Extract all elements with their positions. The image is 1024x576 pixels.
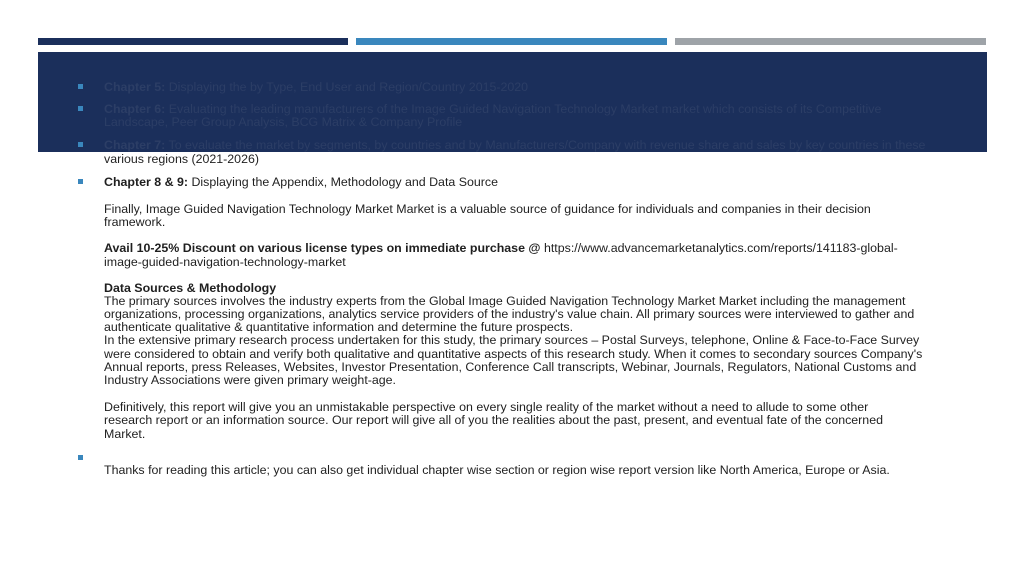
bullet-marker [78, 106, 83, 111]
methodology-heading-text: Data Sources & Methodology [104, 281, 277, 295]
chapter-label: Chapter 7: [104, 138, 166, 152]
chapter-text: Evaluating the leading manufacturers of the Image Guided Navigation Technology Market market which consists of its Competitive [168, 102, 882, 116]
finally-paragraph-line: framework. [104, 215, 166, 229]
discount-label: Avail 10-25% Discount on various license types on immediate purchase @ [104, 241, 541, 255]
methodology-line: Annual reports, press Releases, Websites, Investor Presentation, Conference Call transcripts, Webinar, Journals, Regulators, National Customs and [104, 360, 917, 374]
definitively-paragraph-line: Market. [104, 427, 146, 441]
chapter-label: Chapter 8 & 9: [104, 175, 188, 189]
report-link[interactable]: https://www.advancemarketanalytics.com/reports/141183-global- [543, 241, 898, 255]
methodology-line: were considered to obtain and verify both qualitative and quantitative aspects of this research study. When it comes to secondary sources Company's [104, 347, 923, 361]
thanks-line: Thanks for reading this article; you can also get individual chapter wise section or region wise report version like North America, Europe or Asia. [104, 463, 890, 477]
methodology-line: In the extensive primary research process undertaken for this study, the primary sources – Postal Surveys, telephone, Online & Face-to-Face Survey [104, 333, 920, 347]
chapter-5-item [104, 81, 954, 94]
bullet-marker [78, 142, 83, 147]
chapter-8-9-item [104, 176, 954, 189]
chapter-7-continuation: various regions (2021-2026) [104, 152, 259, 166]
chapter-7-item [104, 139, 954, 152]
finally-paragraph-line: Finally, Image Guided Navigation Technology Market Market is a valuable source of guidance for individuals and companies in their decision [104, 202, 871, 216]
chapter-text: Displaying the Appendix, Methodology and Data Source [191, 175, 498, 189]
methodology-line: The primary sources involves the industry experts from the Global Image Guided Navigation Technology Market Market including the management [104, 294, 906, 308]
chapter-label: Chapter 5: [104, 80, 166, 94]
chapter-6-continuation: Landscape, Peer Group Analysis, BCG Matrix & Company Profile [104, 115, 463, 129]
methodology-line: authenticate qualitative & quantitative information and determine the future prospects. [104, 320, 574, 334]
definitively-paragraph-line: Definitively, this report will give you an unmistakable perspective on every single reality of the market without a need to allude to some other [104, 400, 869, 414]
bullet-marker [78, 179, 83, 184]
definitively-paragraph-line: research report or an information source. Our report will give all of you the realities about the past, present, and eventual fate of the concerned [104, 413, 883, 427]
bullet-marker [78, 84, 83, 89]
chapter-text: Displaying the by Type, End User and Region/Country 2015-2020 [168, 80, 529, 94]
methodology-line: Industry Associations were given primary weight-age. [104, 373, 397, 387]
bullet-marker [78, 455, 83, 460]
discount-line [104, 242, 954, 255]
discount-link-continuation [104, 256, 954, 269]
methodology-line: organizations, processing organizations, analytics service providers of the industry's value chain. All primary sources were interviewed to gather and [104, 307, 915, 321]
chapter-label: Chapter 6: [104, 102, 166, 116]
report-link-continuation[interactable]: image-guided-navigation-technology-market [104, 255, 346, 269]
chapter-text: To evaluate the market by segments, by countries and by Manufacturers/Company with revenue share and sales by key countries in these [168, 138, 926, 152]
